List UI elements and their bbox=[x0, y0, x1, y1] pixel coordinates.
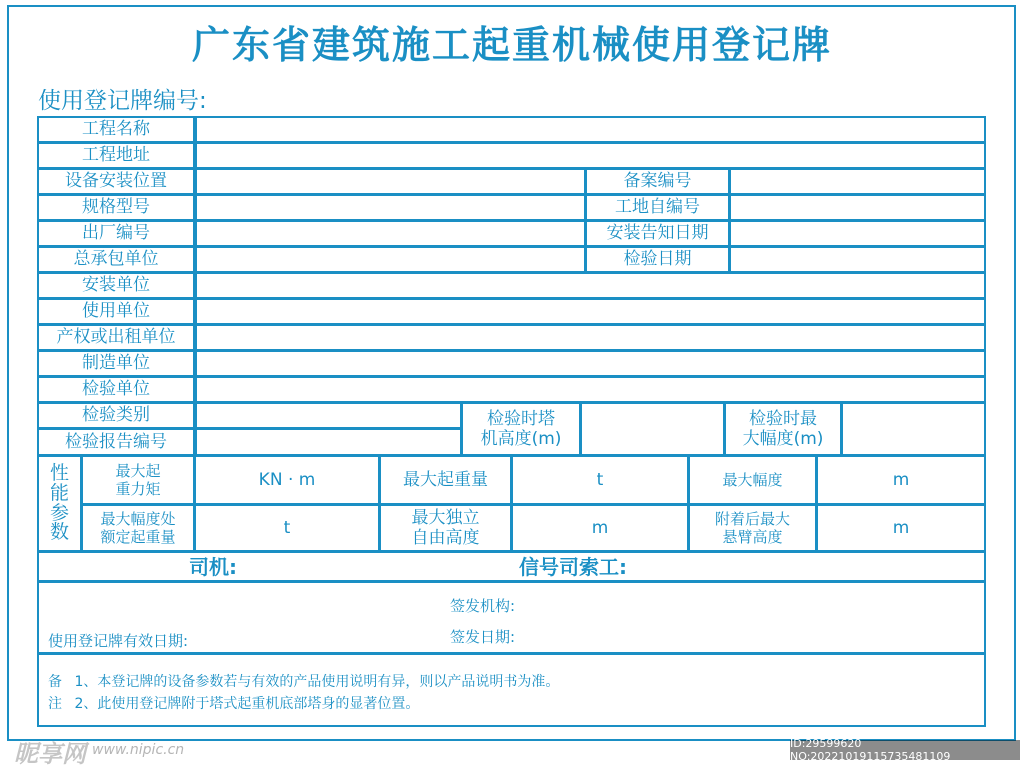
perf-char-3: 参 bbox=[49, 501, 69, 524]
tower-height-line2: 机高度(m) bbox=[480, 429, 562, 449]
operators-row bbox=[37, 551, 986, 582]
label-max-moment bbox=[81, 455, 195, 505]
perf-char-1: 性 bbox=[49, 461, 69, 484]
max-moment-line1: 最大起 bbox=[115, 462, 161, 480]
page-title: 广东省建筑施工起重机械使用登记牌 bbox=[191, 23, 832, 67]
watermark-id-bar: ID:29599620 NO:20221019115735481109 bbox=[790, 740, 1020, 760]
label-inspection-unit: 检验单位 bbox=[37, 376, 195, 403]
rated-load-line2: 额定起重量 bbox=[100, 528, 176, 546]
label-factory-no: 出厂编号 bbox=[37, 220, 195, 247]
free-height-line1: 最大独立 bbox=[411, 507, 480, 528]
notes-text-1: 1、本登记牌的设备参数若与有效的产品使用说明有异，则以产品说明书为准。 bbox=[74, 674, 560, 690]
field-max-range[interactable] bbox=[816, 455, 986, 505]
tower-height-line1: 检验时塔 bbox=[487, 408, 555, 429]
issuing-date-label: 签发日期: bbox=[450, 628, 516, 646]
field-use-unit[interactable] bbox=[195, 298, 986, 325]
field-report-no[interactable] bbox=[195, 428, 462, 456]
max-radius-line2: 大幅度(m) bbox=[742, 429, 824, 449]
label-max-range: 最大幅度 bbox=[688, 455, 817, 505]
field-max-lift-weight[interactable] bbox=[511, 455, 689, 505]
label-owner-lessor: 产权或出租单位 bbox=[37, 324, 195, 351]
driver-label: 司机: bbox=[189, 554, 237, 579]
max-radius-line1: 检验时最 bbox=[749, 408, 817, 429]
field-install-notice-date[interactable] bbox=[729, 220, 986, 247]
field-record-no[interactable] bbox=[729, 168, 986, 195]
registration-no-label: 使用登记牌编号: bbox=[38, 88, 207, 114]
label-use-unit: 使用单位 bbox=[37, 298, 195, 325]
label-attached-height bbox=[688, 504, 817, 552]
label-inspection-date: 检验日期 bbox=[585, 246, 730, 273]
label-general-contractor: 总承包单位 bbox=[37, 246, 195, 273]
notes-text-2: 2、此使用登记牌附于塔式起重机底部塔身的显著位置。 bbox=[74, 696, 420, 712]
issuing-org-label: 签发机构: bbox=[450, 597, 516, 615]
label-record-no: 备案编号 bbox=[585, 168, 730, 195]
watermark-logo: 昵享网 bbox=[14, 740, 86, 768]
field-rated-load[interactable] bbox=[194, 504, 380, 552]
label-spec-model: 规格型号 bbox=[37, 194, 195, 221]
field-tower-height[interactable] bbox=[580, 402, 725, 456]
label-project-name: 工程名称 bbox=[37, 116, 195, 143]
unit-m2: m bbox=[591, 517, 609, 538]
rated-load-line1: 最大幅度处 bbox=[100, 510, 176, 528]
attached-height-line1: 附着后最大 bbox=[714, 510, 790, 528]
free-height-line2: 自由高度 bbox=[411, 528, 480, 548]
label-performance-params bbox=[37, 455, 82, 552]
label-manufacturer: 制造单位 bbox=[37, 350, 195, 377]
unit-knm: KN · m bbox=[258, 469, 316, 490]
label-free-height bbox=[379, 504, 512, 552]
field-manufacturer[interactable] bbox=[195, 350, 986, 377]
field-spec-model[interactable] bbox=[195, 194, 586, 221]
label-project-address: 工程地址 bbox=[37, 142, 195, 169]
notes-line-2 bbox=[48, 693, 419, 713]
label-install-unit: 安装单位 bbox=[37, 272, 195, 299]
label-tower-height bbox=[461, 402, 581, 456]
unit-t2: t bbox=[283, 517, 291, 538]
field-factory-no[interactable] bbox=[195, 220, 586, 247]
notes-prefix-1: 备 bbox=[48, 674, 62, 690]
field-inspection-unit[interactable] bbox=[195, 376, 986, 403]
field-max-moment[interactable] bbox=[194, 455, 380, 505]
validity-label: 使用登记牌有效日期: bbox=[48, 632, 189, 650]
field-project-address[interactable] bbox=[195, 142, 986, 169]
field-project-name[interactable] bbox=[195, 116, 986, 143]
label-install-notice-date: 安装告知日期 bbox=[585, 220, 730, 247]
label-site-self-no: 工地自编号 bbox=[585, 194, 730, 221]
field-max-radius[interactable] bbox=[841, 402, 986, 456]
field-site-self-no[interactable] bbox=[729, 194, 986, 221]
label-max-lift-weight: 最大起重量 bbox=[379, 455, 512, 505]
field-install-location[interactable] bbox=[195, 168, 586, 195]
label-rated-load bbox=[81, 504, 195, 552]
field-inspection-type[interactable] bbox=[195, 402, 462, 429]
field-install-unit[interactable] bbox=[195, 272, 986, 299]
watermark-url: www.nipic.cn bbox=[92, 742, 185, 758]
attached-height-line2: 悬臂高度 bbox=[722, 528, 783, 546]
field-free-height[interactable] bbox=[511, 504, 689, 552]
field-inspection-date[interactable] bbox=[729, 246, 986, 273]
field-attached-height[interactable] bbox=[816, 504, 986, 552]
label-report-no: 检验报告编号 bbox=[37, 428, 195, 456]
unit-m: m bbox=[892, 469, 910, 490]
label-inspection-type: 检验类别 bbox=[37, 402, 195, 429]
signal-worker-label: 信号司索工: bbox=[519, 554, 627, 579]
field-owner-lessor[interactable] bbox=[195, 324, 986, 351]
label-max-radius bbox=[724, 402, 842, 456]
label-install-location: 设备安装位置 bbox=[37, 168, 195, 195]
unit-m3: m bbox=[892, 517, 910, 538]
perf-char-2: 能 bbox=[49, 481, 69, 504]
notes-prefix-2: 注 bbox=[48, 696, 62, 712]
unit-t: t bbox=[596, 469, 604, 490]
perf-char-4: 数 bbox=[49, 521, 69, 544]
max-moment-line2: 重力矩 bbox=[115, 480, 161, 498]
notes-line-1 bbox=[48, 671, 559, 691]
field-general-contractor[interactable] bbox=[195, 246, 586, 273]
